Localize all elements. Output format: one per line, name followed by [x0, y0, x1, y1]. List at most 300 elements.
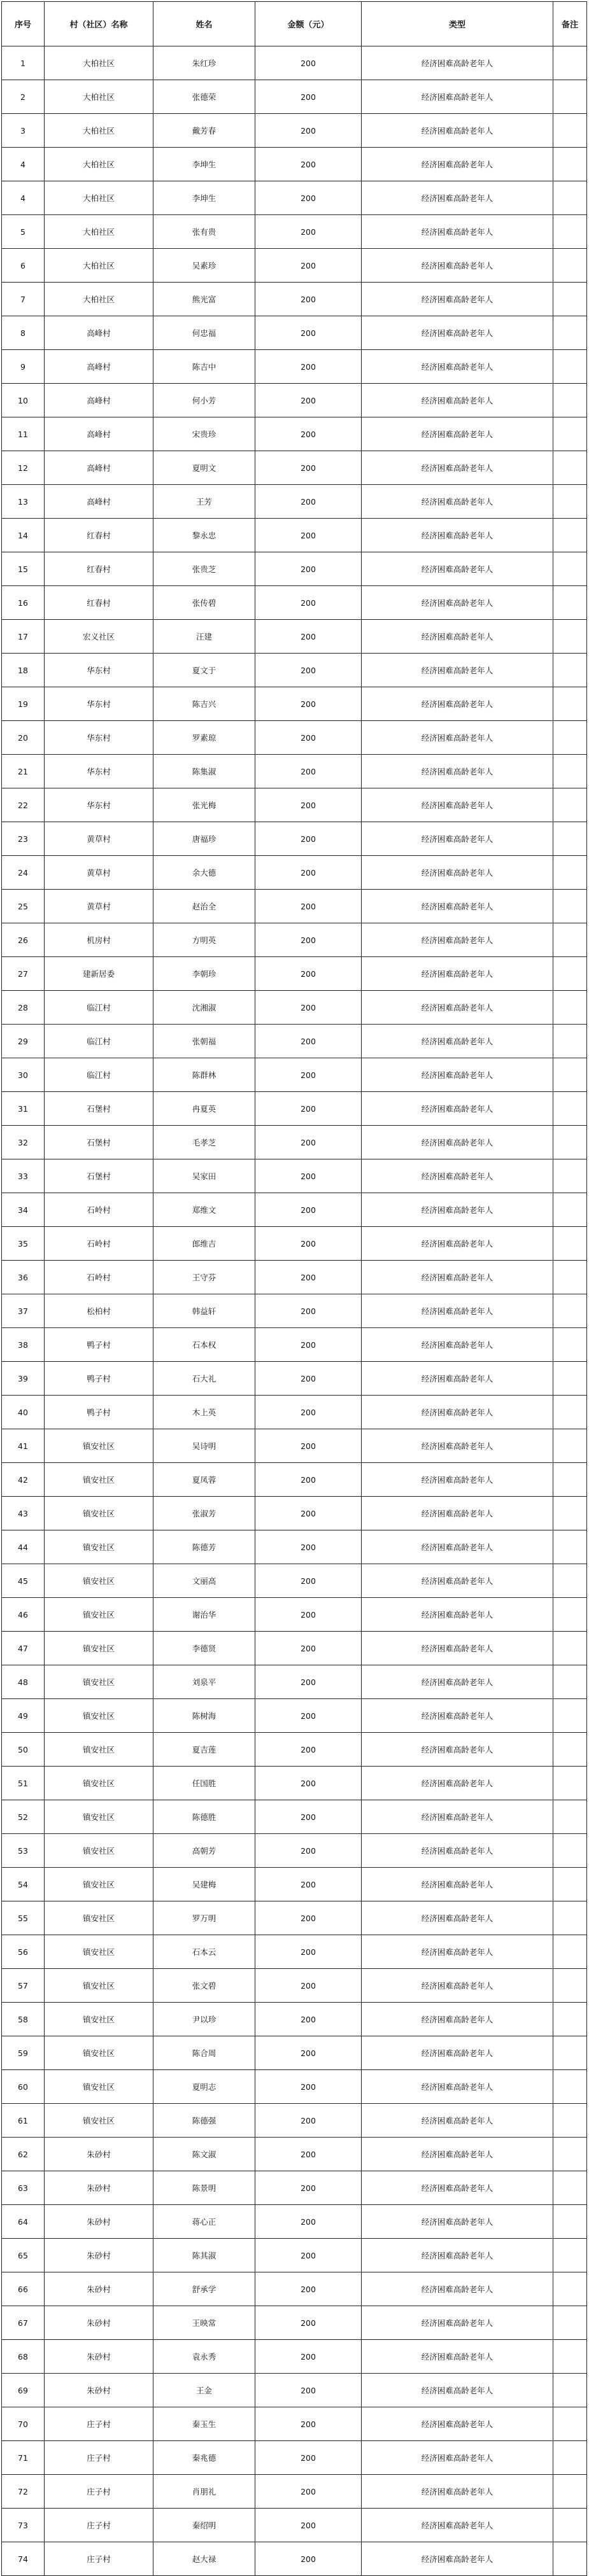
header-amount: 金额（元） [255, 2, 362, 46]
cell-amount: 200 [255, 1834, 362, 1868]
cell-amount: 200 [255, 1969, 362, 2003]
cell-amount: 200 [255, 283, 362, 316]
cell-name: 韩益轩 [153, 1294, 255, 1328]
cell-amount: 200 [255, 316, 362, 350]
cell-note [553, 923, 587, 957]
cell-type: 经济困难高龄老年人 [362, 2104, 553, 2138]
cell-seq: 73 [2, 2509, 45, 2542]
cell-note [553, 1598, 587, 1632]
cell-village: 鸭子村 [45, 1396, 153, 1429]
header-row [2, 2, 587, 46]
cell-seq: 18 [2, 654, 45, 687]
cell-amount: 200 [255, 2003, 362, 2036]
cell-amount: 200 [255, 519, 362, 552]
cell-seq: 15 [2, 552, 45, 586]
cell-amount: 200 [255, 384, 362, 417]
table-row [2, 822, 587, 856]
header-note: 备注 [553, 2, 587, 46]
cell-seq: 68 [2, 2340, 45, 2374]
cell-seq: 63 [2, 2171, 45, 2205]
cell-name: 张有贵 [153, 215, 255, 249]
cell-note [553, 1834, 587, 1868]
cell-seq: 62 [2, 2138, 45, 2171]
cell-type: 经济困难高龄老年人 [362, 923, 553, 957]
cell-seq: 64 [2, 2205, 45, 2239]
cell-seq: 4 [2, 181, 45, 215]
table-row [2, 215, 587, 249]
table-row [2, 451, 587, 485]
cell-seq: 34 [2, 1193, 45, 1227]
cell-note [553, 586, 587, 620]
cell-type: 经济困难高龄老年人 [362, 1126, 553, 1159]
cell-type: 经济困难高龄老年人 [362, 1159, 553, 1193]
cell-name: 陈集淑 [153, 755, 255, 788]
cell-type: 经济困难高龄老年人 [362, 1969, 553, 2003]
cell-name: 吴诗明 [153, 1429, 255, 1463]
cell-note [553, 485, 587, 519]
table-row [2, 2239, 587, 2272]
table-row [2, 2205, 587, 2239]
cell-village: 大柏社区 [45, 181, 153, 215]
cell-name: 李朝珍 [153, 957, 255, 991]
cell-note [553, 788, 587, 822]
cell-amount: 200 [255, 1261, 362, 1294]
cell-name: 宋贵珍 [153, 417, 255, 451]
cell-note [553, 1935, 587, 1969]
cell-amount: 200 [255, 1530, 362, 1564]
cell-note [553, 384, 587, 417]
cell-type: 经济困难高龄老年人 [362, 1800, 553, 1834]
cell-note [553, 2475, 587, 2509]
cell-amount: 200 [255, 451, 362, 485]
cell-note [553, 1868, 587, 1901]
cell-amount: 200 [255, 2340, 362, 2374]
cell-amount: 200 [255, 1699, 362, 1733]
cell-village: 镇安社区 [45, 2070, 153, 2104]
table-row [2, 1294, 587, 1328]
cell-seq: 43 [2, 1497, 45, 1530]
cell-name: 王守芬 [153, 1261, 255, 1294]
cell-note [553, 890, 587, 923]
cell-amount: 200 [255, 1362, 362, 1396]
cell-type: 经济困难高龄老年人 [362, 249, 553, 283]
cell-type: 经济困难高龄老年人 [362, 1294, 553, 1328]
cell-seq: 59 [2, 2036, 45, 2070]
cell-amount: 200 [255, 654, 362, 687]
cell-village: 镇安社区 [45, 1632, 153, 1665]
cell-village: 红春村 [45, 552, 153, 586]
cell-seq: 60 [2, 2070, 45, 2104]
cell-seq: 17 [2, 620, 45, 654]
cell-name: 夏明志 [153, 2070, 255, 2104]
cell-type: 经济困难高龄老年人 [362, 2003, 553, 2036]
table-row [2, 856, 587, 890]
cell-note [553, 687, 587, 721]
cell-name: 木上英 [153, 1396, 255, 1429]
cell-amount: 200 [255, 1126, 362, 1159]
cell-seq: 2 [2, 80, 45, 114]
cell-name: 吴素珍 [153, 249, 255, 283]
cell-name: 赵治全 [153, 890, 255, 923]
table-row [2, 2070, 587, 2104]
table-row [2, 1901, 587, 1935]
cell-village: 镇安社区 [45, 1901, 153, 1935]
cell-type: 经济困难高龄老年人 [362, 2441, 553, 2475]
cell-village: 高峰村 [45, 384, 153, 417]
table-row [2, 2036, 587, 2070]
cell-amount: 200 [255, 1396, 362, 1429]
cell-seq: 53 [2, 1834, 45, 1868]
cell-name: 夏文于 [153, 654, 255, 687]
table-row [2, 1159, 587, 1193]
cell-type: 经济困难高龄老年人 [362, 148, 553, 181]
cell-note [553, 1193, 587, 1227]
cell-village: 镇安社区 [45, 1530, 153, 1564]
cell-village: 黄草村 [45, 890, 153, 923]
cell-seq: 5 [2, 215, 45, 249]
cell-name: 陈德胜 [153, 1800, 255, 1834]
cell-note [553, 2205, 587, 2239]
cell-amount: 200 [255, 620, 362, 654]
cell-name: 蒋心正 [153, 2205, 255, 2239]
cell-seq: 33 [2, 1159, 45, 1193]
cell-village: 鸭子村 [45, 1362, 153, 1396]
cell-seq: 22 [2, 788, 45, 822]
cell-seq: 20 [2, 721, 45, 755]
subsidy-table [1, 1, 587, 2576]
table-row [2, 890, 587, 923]
cell-type: 经济困难高龄老年人 [362, 2509, 553, 2542]
header-name: 姓名 [153, 2, 255, 46]
table-row [2, 687, 587, 721]
cell-note [553, 350, 587, 384]
cell-note [553, 181, 587, 215]
cell-type: 经济困难高龄老年人 [362, 2138, 553, 2171]
table-row [2, 1632, 587, 1665]
cell-amount: 200 [255, 1800, 362, 1834]
cell-type: 经济困难高龄老年人 [362, 316, 553, 350]
cell-type: 经济困难高龄老年人 [362, 2340, 553, 2374]
cell-village: 朱砂村 [45, 2340, 153, 2374]
cell-type: 经济困难高龄老年人 [362, 1530, 553, 1564]
cell-village: 临江村 [45, 991, 153, 1025]
cell-note [553, 1901, 587, 1935]
cell-amount: 200 [255, 417, 362, 451]
cell-type: 经济困难高龄老年人 [362, 552, 553, 586]
cell-type: 经济困难高龄老年人 [362, 2239, 553, 2272]
cell-note [553, 1530, 587, 1564]
header-village: 村（社区）名称 [45, 2, 153, 46]
cell-name: 秦绍明 [153, 2509, 255, 2542]
cell-village: 大柏社区 [45, 46, 153, 80]
cell-amount: 200 [255, 350, 362, 384]
table-row [2, 957, 587, 991]
cell-village: 华东村 [45, 788, 153, 822]
cell-amount: 200 [255, 1901, 362, 1935]
cell-note [553, 755, 587, 788]
table-row [2, 1025, 587, 1058]
cell-note [553, 114, 587, 148]
cell-type: 经济困难高龄老年人 [362, 283, 553, 316]
cell-type: 经济困难高龄老年人 [362, 1227, 553, 1261]
table-row [2, 2441, 587, 2475]
cell-type: 经济困难高龄老年人 [362, 890, 553, 923]
cell-note [553, 2104, 587, 2138]
table-row [2, 1261, 587, 1294]
cell-amount: 200 [255, 1564, 362, 1598]
cell-seq: 29 [2, 1025, 45, 1058]
cell-note [553, 46, 587, 80]
table-row [2, 1530, 587, 1564]
cell-amount: 200 [255, 721, 362, 755]
cell-name: 毛孝芝 [153, 1126, 255, 1159]
table-row [2, 552, 587, 586]
cell-type: 经济困难高龄老年人 [362, 1665, 553, 1699]
cell-seq: 26 [2, 923, 45, 957]
cell-note [553, 2340, 587, 2374]
cell-seq: 36 [2, 1261, 45, 1294]
cell-name: 夏凤蓉 [153, 1463, 255, 1497]
cell-seq: 10 [2, 384, 45, 417]
cell-type: 经济困难高龄老年人 [362, 1901, 553, 1935]
cell-name: 张淑芳 [153, 1497, 255, 1530]
cell-amount: 200 [255, 1665, 362, 1699]
cell-note [553, 2003, 587, 2036]
cell-name: 王映常 [153, 2306, 255, 2340]
cell-village: 庄子村 [45, 2542, 153, 2576]
cell-name: 王芳 [153, 485, 255, 519]
cell-note [553, 80, 587, 114]
cell-seq: 49 [2, 1699, 45, 1733]
cell-village: 大柏社区 [45, 114, 153, 148]
cell-seq: 21 [2, 755, 45, 788]
cell-village: 宏义社区 [45, 620, 153, 654]
cell-note [553, 2036, 587, 2070]
cell-note [553, 991, 587, 1025]
cell-name: 罗万明 [153, 1901, 255, 1935]
table-row [2, 1665, 587, 1699]
cell-amount: 200 [255, 2239, 362, 2272]
cell-seq: 54 [2, 1868, 45, 1901]
cell-seq: 39 [2, 1362, 45, 1396]
cell-seq: 46 [2, 1598, 45, 1632]
cell-seq: 38 [2, 1328, 45, 1362]
cell-amount: 200 [255, 2542, 362, 2576]
table-row [2, 485, 587, 519]
cell-seq: 24 [2, 856, 45, 890]
cell-name: 石大礼 [153, 1362, 255, 1396]
table-row [2, 2306, 587, 2340]
cell-note [553, 1497, 587, 1530]
cell-name: 李德贤 [153, 1632, 255, 1665]
cell-type: 经济困难高龄老年人 [362, 2070, 553, 2104]
table-row [2, 1396, 587, 1429]
cell-village: 机房村 [45, 923, 153, 957]
cell-type: 经济困难高龄老年人 [362, 1328, 553, 1362]
cell-name: 陈吉中 [153, 350, 255, 384]
table-row [2, 249, 587, 283]
table-row [2, 2542, 587, 2576]
cell-name: 李坤生 [153, 181, 255, 215]
cell-seq: 4 [2, 148, 45, 181]
cell-note [553, 451, 587, 485]
cell-village: 临江村 [45, 1058, 153, 1092]
cell-village: 朱砂村 [45, 2138, 153, 2171]
cell-name: 张朝福 [153, 1025, 255, 1058]
cell-name: 文丽高 [153, 1564, 255, 1598]
cell-amount: 200 [255, 2070, 362, 2104]
cell-name: 陈景明 [153, 2171, 255, 2205]
cell-type: 经济困难高龄老年人 [362, 1396, 553, 1429]
table-row [2, 80, 587, 114]
cell-amount: 200 [255, 1193, 362, 1227]
cell-amount: 200 [255, 822, 362, 856]
cell-village: 镇安社区 [45, 1598, 153, 1632]
cell-type: 经济困难高龄老年人 [362, 1463, 553, 1497]
cell-amount: 200 [255, 1935, 362, 1969]
cell-note [553, 1665, 587, 1699]
table-row [2, 1126, 587, 1159]
cell-name: 陈德芳 [153, 1530, 255, 1564]
table-row [2, 417, 587, 451]
cell-amount: 200 [255, 181, 362, 215]
cell-note [553, 1159, 587, 1193]
cell-amount: 200 [255, 1733, 362, 1767]
table-row [2, 46, 587, 80]
table-row [2, 586, 587, 620]
cell-amount: 200 [255, 755, 362, 788]
cell-amount: 200 [255, 2441, 362, 2475]
cell-village: 临江村 [45, 1025, 153, 1058]
cell-village: 镇安社区 [45, 1564, 153, 1598]
cell-type: 经济困难高龄老年人 [362, 215, 553, 249]
cell-amount: 200 [255, 1294, 362, 1328]
cell-seq: 35 [2, 1227, 45, 1261]
cell-amount: 200 [255, 552, 362, 586]
cell-village: 镇安社区 [45, 1969, 153, 2003]
cell-amount: 200 [255, 215, 362, 249]
cell-seq: 37 [2, 1294, 45, 1328]
cell-name: 石本云 [153, 1935, 255, 1969]
cell-note [553, 2239, 587, 2272]
cell-amount: 200 [255, 856, 362, 890]
cell-amount: 200 [255, 1025, 362, 1058]
cell-village: 大柏社区 [45, 80, 153, 114]
cell-seq: 50 [2, 1733, 45, 1767]
cell-name: 张贵芝 [153, 552, 255, 586]
cell-village: 朱砂村 [45, 2374, 153, 2407]
cell-note [553, 2509, 587, 2542]
cell-type: 经济困难高龄老年人 [362, 1025, 553, 1058]
cell-note [553, 2407, 587, 2441]
cell-amount: 200 [255, 2205, 362, 2239]
cell-village: 镇安社区 [45, 2036, 153, 2070]
cell-village: 高峰村 [45, 417, 153, 451]
header-seq: 序号 [2, 2, 45, 46]
cell-note [553, 2441, 587, 2475]
cell-name: 何忠福 [153, 316, 255, 350]
cell-seq: 1 [2, 46, 45, 80]
cell-note [553, 2374, 587, 2407]
cell-name: 罗素琼 [153, 721, 255, 755]
cell-amount: 200 [255, 687, 362, 721]
cell-type: 经济困难高龄老年人 [362, 1092, 553, 1126]
cell-seq: 47 [2, 1632, 45, 1665]
cell-type: 经济困难高龄老年人 [362, 654, 553, 687]
cell-amount: 200 [255, 148, 362, 181]
table-row [2, 1429, 587, 1463]
cell-amount: 200 [255, 1497, 362, 1530]
cell-name: 吴家田 [153, 1159, 255, 1193]
table-row [2, 1969, 587, 2003]
cell-note [553, 856, 587, 890]
cell-seq: 9 [2, 350, 45, 384]
cell-type: 经济困难高龄老年人 [362, 1767, 553, 1800]
cell-note [553, 2138, 587, 2171]
table-row [2, 2171, 587, 2205]
table-row [2, 1868, 587, 1901]
table-row [2, 2407, 587, 2441]
cell-name: 黎永忠 [153, 519, 255, 552]
cell-name: 舒承学 [153, 2272, 255, 2306]
cell-seq: 13 [2, 485, 45, 519]
cell-type: 经济困难高龄老年人 [362, 1733, 553, 1767]
cell-amount: 200 [255, 2475, 362, 2509]
cell-type: 经济困难高龄老年人 [362, 46, 553, 80]
cell-village: 石岭村 [45, 1261, 153, 1294]
cell-seq: 55 [2, 1901, 45, 1935]
cell-name: 高朝芳 [153, 1834, 255, 1868]
cell-name: 唐福珍 [153, 822, 255, 856]
table-row [2, 1598, 587, 1632]
cell-name: 熊光富 [153, 283, 255, 316]
cell-type: 经济困难高龄老年人 [362, 1497, 553, 1530]
header-type: 类型 [362, 2, 553, 46]
cell-name: 任国胜 [153, 1767, 255, 1800]
cell-name: 沈湘淑 [153, 991, 255, 1025]
table-row [2, 148, 587, 181]
cell-seq: 16 [2, 586, 45, 620]
cell-seq: 32 [2, 1126, 45, 1159]
cell-village: 华东村 [45, 721, 153, 755]
cell-village: 镇安社区 [45, 1935, 153, 1969]
cell-village: 大柏社区 [45, 148, 153, 181]
cell-village: 黄草村 [45, 822, 153, 856]
cell-note [553, 1564, 587, 1598]
cell-seq: 70 [2, 2407, 45, 2441]
cell-name: 秦兆德 [153, 2441, 255, 2475]
cell-seq: 66 [2, 2272, 45, 2306]
cell-type: 经济困难高龄老年人 [362, 417, 553, 451]
cell-note [553, 1800, 587, 1834]
cell-type: 经济困难高龄老年人 [362, 2374, 553, 2407]
cell-name: 袁永秀 [153, 2340, 255, 2374]
table-row [2, 755, 587, 788]
cell-type: 经济困难高龄老年人 [362, 755, 553, 788]
cell-village: 镇安社区 [45, 1497, 153, 1530]
cell-note [553, 1227, 587, 1261]
table-row [2, 1497, 587, 1530]
cell-type: 经济困难高龄老年人 [362, 822, 553, 856]
cell-type: 经济困难高龄老年人 [362, 384, 553, 417]
cell-amount: 200 [255, 1598, 362, 1632]
cell-seq: 12 [2, 451, 45, 485]
cell-village: 庄子村 [45, 2441, 153, 2475]
table-row [2, 1463, 587, 1497]
cell-type: 经济困难高龄老年人 [362, 586, 553, 620]
cell-type: 经济困难高龄老年人 [362, 1564, 553, 1598]
cell-name: 余大德 [153, 856, 255, 890]
